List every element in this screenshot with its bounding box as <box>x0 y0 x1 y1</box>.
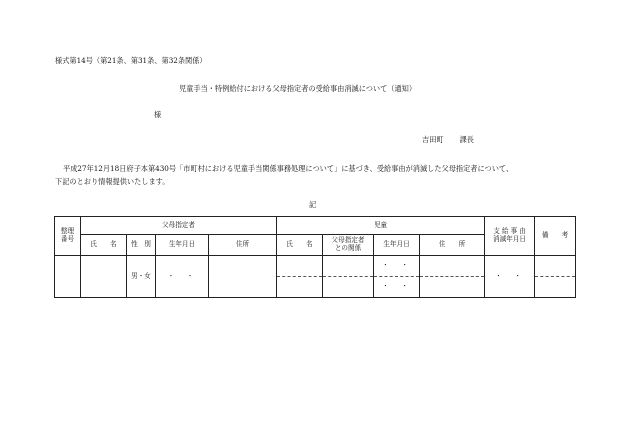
body-line-2: 下記のとおり情報提供いたします。 <box>55 177 170 186</box>
child-address-header: 住 所 <box>420 235 485 256</box>
relation-cell-1[interactable] <box>323 256 374 277</box>
child-birth-cell-2[interactable]: ・ ・ <box>374 277 420 298</box>
relation-header: 父母指定者 との関係 <box>323 235 374 256</box>
child-name-header: 氏 名 <box>277 235 323 256</box>
parent-name-cell[interactable] <box>81 256 127 298</box>
body-text <box>55 162 575 188</box>
form-number: 様式第14号（第21条、第31条、第32条関係） <box>55 56 207 65</box>
shikyu-cell[interactable]: ・ ・ <box>485 256 535 298</box>
child-address-cell-2[interactable] <box>420 277 485 298</box>
parent-address-cell[interactable] <box>209 256 277 298</box>
child-birth-cell-1[interactable]: ・ ・ <box>374 256 420 277</box>
table-row <box>55 256 576 277</box>
child-address-cell-1[interactable] <box>420 256 485 277</box>
shikyu-header: 支 給 事 由 消滅年月日 <box>485 217 535 256</box>
child-birth-header: 生年月日 <box>374 235 420 256</box>
table-header-row-1 <box>55 217 576 235</box>
biko-cell-1[interactable] <box>535 256 576 277</box>
document-title: 児童手当・特例給付における父母指定者の受給事由消滅について（通知） <box>179 84 417 93</box>
parent-birth-header: 生年月日 <box>156 235 209 256</box>
issuer-town: 吉田町 <box>422 135 444 144</box>
notice-table <box>54 216 576 298</box>
recipient-line: 様 <box>154 110 162 119</box>
seiri-header: 整理 番号 <box>55 217 81 256</box>
seiri-cell[interactable] <box>55 256 81 298</box>
sex-cell[interactable]: 男・女 <box>127 256 156 298</box>
parent-name-header: 氏 名 <box>81 235 127 256</box>
relation-cell-2[interactable] <box>323 277 374 298</box>
sex-header: 性 別 <box>127 235 156 256</box>
child-name-cell-1[interactable] <box>277 256 323 277</box>
parent-group-header: 父母指定者 <box>81 217 277 235</box>
child-name-cell-2[interactable] <box>277 277 323 298</box>
biko-header: 備 考 <box>535 217 576 256</box>
biko-cell-2[interactable] <box>535 277 576 298</box>
parent-birth-cell[interactable]: ・ ・ <box>156 256 209 298</box>
child-group-header: 児童 <box>277 217 485 235</box>
issuer-line <box>422 136 474 143</box>
parent-address-header: 住所 <box>209 235 277 256</box>
ki-heading: 記 <box>309 200 317 209</box>
body-line-1: 平成27年12月18日府子本第430号「市町村における児童手当関係事務処理について」に基づき、受給事由が消滅した父母指定者について、 <box>63 164 514 173</box>
issuer-position: 課長 <box>459 135 474 144</box>
